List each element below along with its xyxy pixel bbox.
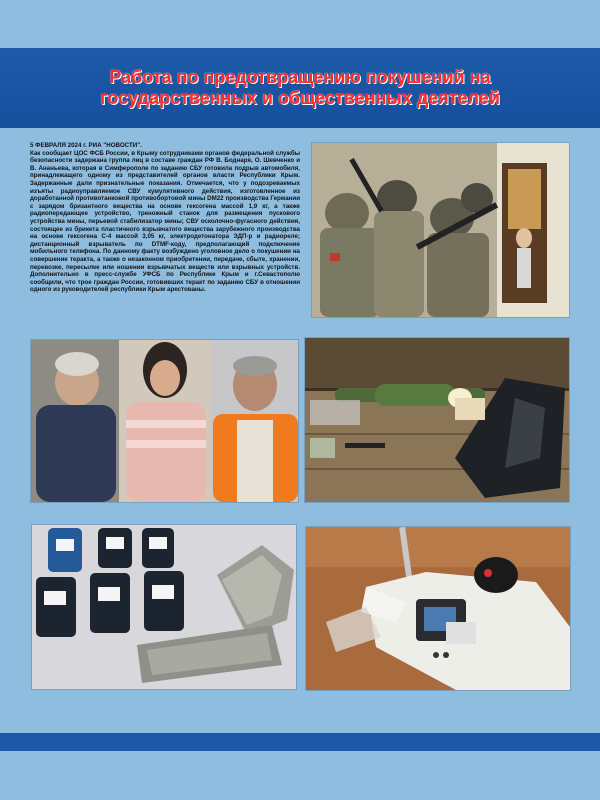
photo-suspects [31, 340, 298, 502]
footer-band [0, 733, 600, 751]
photo-phones-image [32, 525, 296, 689]
photo-device-image [305, 338, 569, 502]
header-band [0, 48, 600, 128]
photo-detonator [306, 527, 570, 690]
news-article [30, 142, 300, 320]
photo-suspects-image [31, 340, 298, 502]
photo-detonator-image [306, 527, 570, 690]
photo-raid-image [312, 143, 569, 317]
photo-raid [312, 143, 569, 317]
photo-phones [32, 525, 296, 689]
page-title: Работа по предотвращению покушений на государственных и общественных деятелей [100, 67, 500, 108]
photo-device [305, 338, 569, 502]
article-body: Как сообщает ЦОС ФСБ России, в Крыму сотрудниками органов федеральной службы безопасности задержана группа лиц в составе граждан РФ В. Боднаря, О. Шевченко и В. Ананьева, которая в Симферополе по заданию СБУ готовила подрыв автомобиля, принадлежащего одному из представителей органов власти Республики Крым. Задержанные дали признательные показания. Отмечается, что у подозреваемых изъяты радиоуправляемое СВУ кумулятивного действия, изготовленное из доработанной противотанковой противобортовой мины DM22 производства Германии с зарядом бризантного вещества на основе гексогена массой 1,9 кг, а также радиопередающее устройство, треножный станок для размещения пускового устройства мины, перьевой стабилизатор мины; СВУ осколочно-фугасного действия, состоящее из брикета пластичного взрывчатого вещества зарубежного производства на основе гексогена С-4 массой 3,05 кг, электродетонатора ЭДП-р и радиореле; дистанционный взрыватель по DTMF-коду, предполагающий подключение мобильного телефона. По данному факту возбуждено уголовное дело о покушении на совершение теракта, а также о незаконном приобретении, передаче, сбыте, хранении, перевозке, пересылке или ношении взрывчатых веществ или взрывных устройств. Дополнительно в пресс-службе УФСБ по Республике Крым и г.Севастополю сообщили, что трое граждан России, готовивших теракт по заданию СБУ в отношении одного из руководителей республики Крым арестованы. [30, 149, 300, 294]
article-dateline: 5 ФЕВРАЛЯ 2024 г. РИА "НОВОСТИ". [30, 142, 142, 149]
top-margin [0, 0, 600, 48]
